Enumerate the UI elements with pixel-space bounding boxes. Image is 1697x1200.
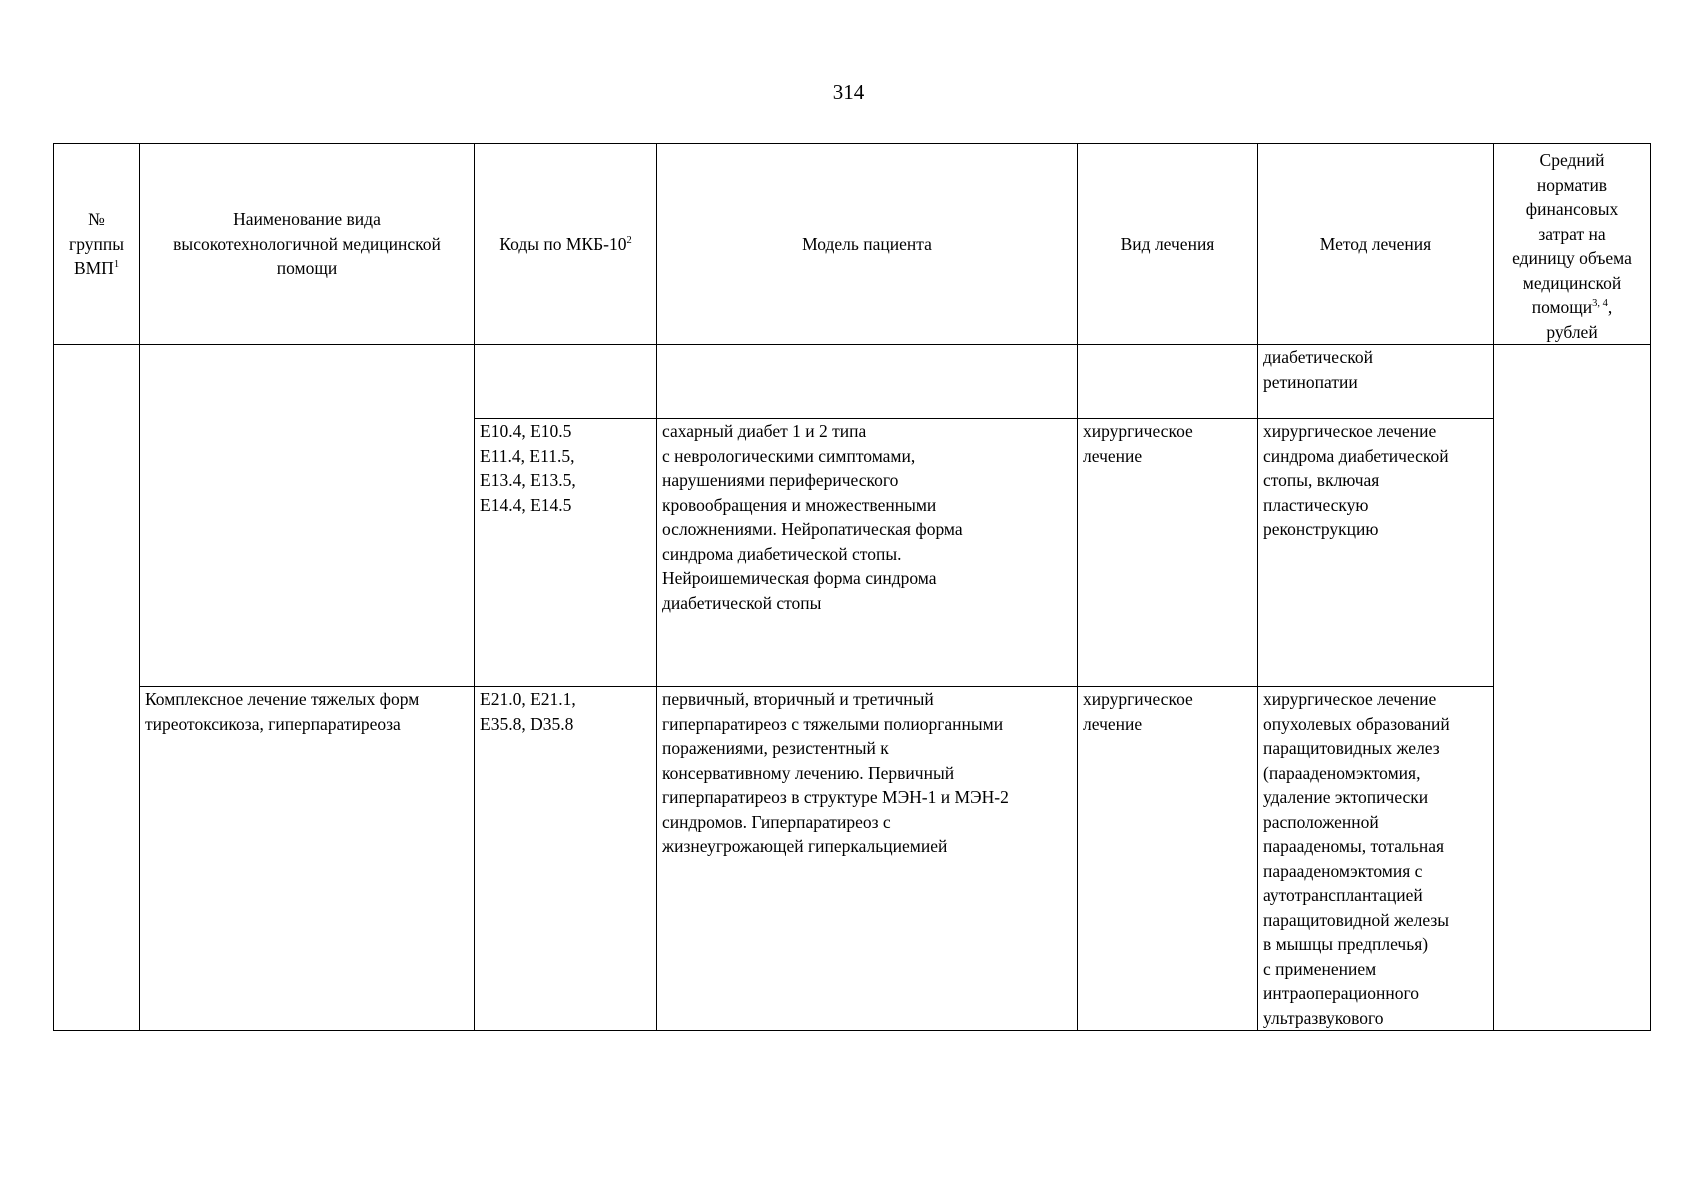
header-icd-codes: Коды по МКБ-$10^2$	[475, 144, 657, 345]
cell-icd-codes: E10.4, E10.5 E11.4, E11.5, E13.4, E13.5, E14.4, E14.5	[475, 419, 657, 687]
cell-treatment-method: хирургическое лечение опухолевых образований паращитовидных желез (парааденомэктомия, удаление эктопически расположенной парааденомы, тотальная парааденомэктомия с аутотрансплантацией паращитовидной железы в мышцы предплечья) с применением интраоперационного ультразвукового	[1258, 687, 1494, 1031]
table-row	[54, 687, 1651, 1031]
table-header-row	[54, 144, 1651, 345]
header-patient-model: Модель пациента	[657, 144, 1078, 345]
header-treatment-method: Метод лечения	[1258, 144, 1494, 345]
header-care-type: Наименование вида высокотехнологичной медицинской помощи	[140, 144, 475, 345]
cell-patient-model: первичный, вторичный и третичный гиперпаратиреоз с тяжелыми полиорганными поражениями, резистентный к консервативному лечению. Первичный гиперпаратиреоз в структуре МЭН-1 и МЭН-2 синдромов. Гиперпаратиреоз с жизнеугрожающей гиперкальциемией	[657, 687, 1078, 1031]
header-group-no: № группы ВМП$^1$	[54, 144, 140, 345]
cell-group-no	[54, 345, 140, 1031]
cell-care-type	[140, 345, 475, 687]
cell-care-type: Комплексное лечение тяжелых форм тиреотоксикоза, гиперпаратиреоза	[140, 687, 475, 1031]
vmp-table	[53, 143, 1651, 1031]
cell-icd-codes: E21.0, E21.1, E35.8, D35.8	[475, 687, 657, 1031]
cell-treatment-type: хирургическое лечение	[1078, 419, 1258, 687]
cell-treatment-method: хирургическое лечение синдрома диабетической стопы, включая пластическую реконструкцию	[1258, 419, 1494, 687]
cell-treatment-type: хирургическое лечение	[1078, 687, 1258, 1031]
cell-icd-codes	[475, 345, 657, 419]
table-row	[54, 345, 1651, 419]
cell-cost-norm	[1494, 345, 1651, 1031]
cell-patient-model: сахарный диабет 1 и 2 типа с неврологическими симптомами, нарушениями периферического кровообращения и множественными осложнениями. Нейропатическая форма синдрома диабетической стопы. Нейроишемическая форма синдрома диабетической стопы	[657, 419, 1078, 687]
cell-treatment-method: диабетической ретинопатии	[1258, 345, 1494, 419]
cell-patient-model	[657, 345, 1078, 419]
header-cost-norm: Средний норматив финансовых затрат на единицу объема медицинской помощи$^{3, 4}$, рублей	[1494, 144, 1651, 345]
page-number: 314	[832, 80, 865, 104]
header-treatment-type: Вид лечения	[1078, 144, 1258, 345]
cell-treatment-type	[1078, 345, 1258, 419]
